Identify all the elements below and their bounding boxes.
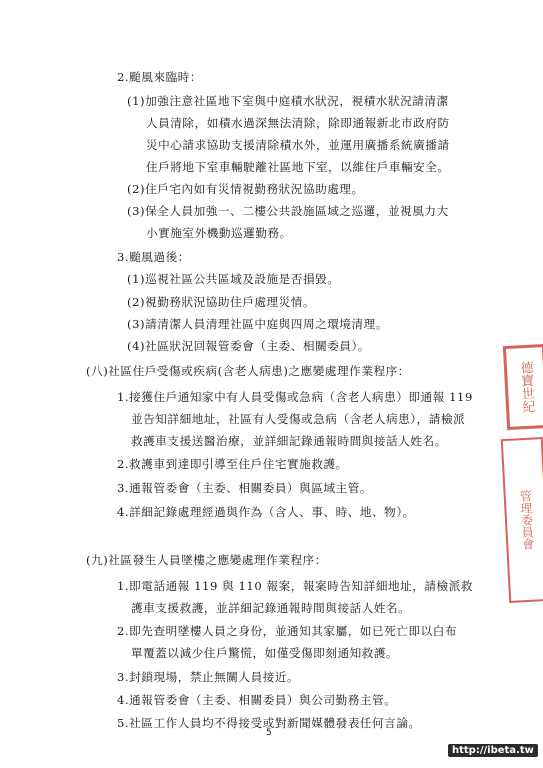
- page-number: 5: [266, 728, 272, 738]
- text-line: (3)請清潔人員清理社區中庭與四周之環境清理。: [127, 317, 388, 331]
- text-line: 3.封鎖現場，禁止無關人員接近。: [117, 670, 300, 684]
- text-line: (1)加強注意社區地下室與中庭積水狀況，視積水狀況請清潔: [127, 94, 449, 108]
- text-line: 人員清除，如積水過深無法清除，除即通報新北市政府防: [146, 116, 450, 130]
- text-line: 災中心請求協助支援清除積水外，並運用廣播系統廣播請: [146, 138, 450, 152]
- text-line: (2)視勤務狀況協助住戶處理災情。: [127, 295, 316, 309]
- text-line: (2)住戶宅內如有災情視勤務狀況協助處理。: [127, 182, 364, 196]
- text-line: 1.接獲住戶通知家中有人員受傷或急病（含老人病患）即通報 119: [117, 390, 473, 404]
- text-line: 3.颱風過後：: [117, 250, 190, 264]
- red-seal-stamp: 管理委員會: [501, 437, 543, 603]
- text-line: (3)保全人員加強一、二樓公共設施區域之巡邏，並視風力大: [127, 204, 449, 218]
- text-line: (4)社區狀況回報管委會（主委、相關委員）。: [127, 339, 371, 353]
- text-line: 單覆蓋以減少住戶驚慌，如僅受傷即刻通知救護。: [131, 646, 399, 660]
- section-heading: (八)社區住戶受傷或疾病(含老人病患)之應變處理作業程序：: [86, 364, 410, 378]
- watermark: http://ibeta.tw: [448, 744, 538, 757]
- text-line: (1)巡視社區公共區域及設施是否損毀。: [127, 272, 340, 286]
- text-line: 住戶將地下室車輛駛離社區地下室，以維住戶車輛安全。: [146, 160, 450, 174]
- text-line: 2.颱風來臨時：: [117, 70, 203, 84]
- text-line: 護車支援救護，並詳細記錄通報時間與接話人姓名。: [131, 601, 411, 615]
- section-heading: (九)社區發生人員墜樓之應變處理作業程序：: [86, 553, 327, 567]
- text-line: 2.即先查明墜樓人員之身份，並通知其家屬，如已死亡即以白布: [117, 624, 458, 638]
- red-seal-stamp: 德寶世紀: [503, 344, 543, 430]
- text-line: 3.通報管委會（主委、相關委員）與區域主管。: [117, 481, 373, 495]
- text-line: 4.詳細記錄處理經過與作為（含人、事、時、地、物）。: [117, 505, 415, 519]
- text-line: 1.即電話通報 119 與 110 報案，報案時告知詳細地址，請檢派救: [117, 579, 473, 593]
- text-line: 5.社區工作人員均不得接受或對新聞媒體發表任何言論。: [117, 716, 421, 730]
- text-line: 2.救護車到達即引導至住戶住宅實施救護。: [117, 457, 348, 471]
- text-line: 小實施室外機動巡邏勤務。: [146, 226, 292, 240]
- text-line: 4.通報管委會（主委、相關委員）與公司勤務主管。: [117, 693, 397, 707]
- text-line: 並告知詳細地址，社區有人受傷或急病（含老人病患），請檢派: [131, 412, 466, 426]
- text-line: 救護車支援送醫治療，並詳細記錄通報時間與接話人姓名。: [131, 434, 447, 448]
